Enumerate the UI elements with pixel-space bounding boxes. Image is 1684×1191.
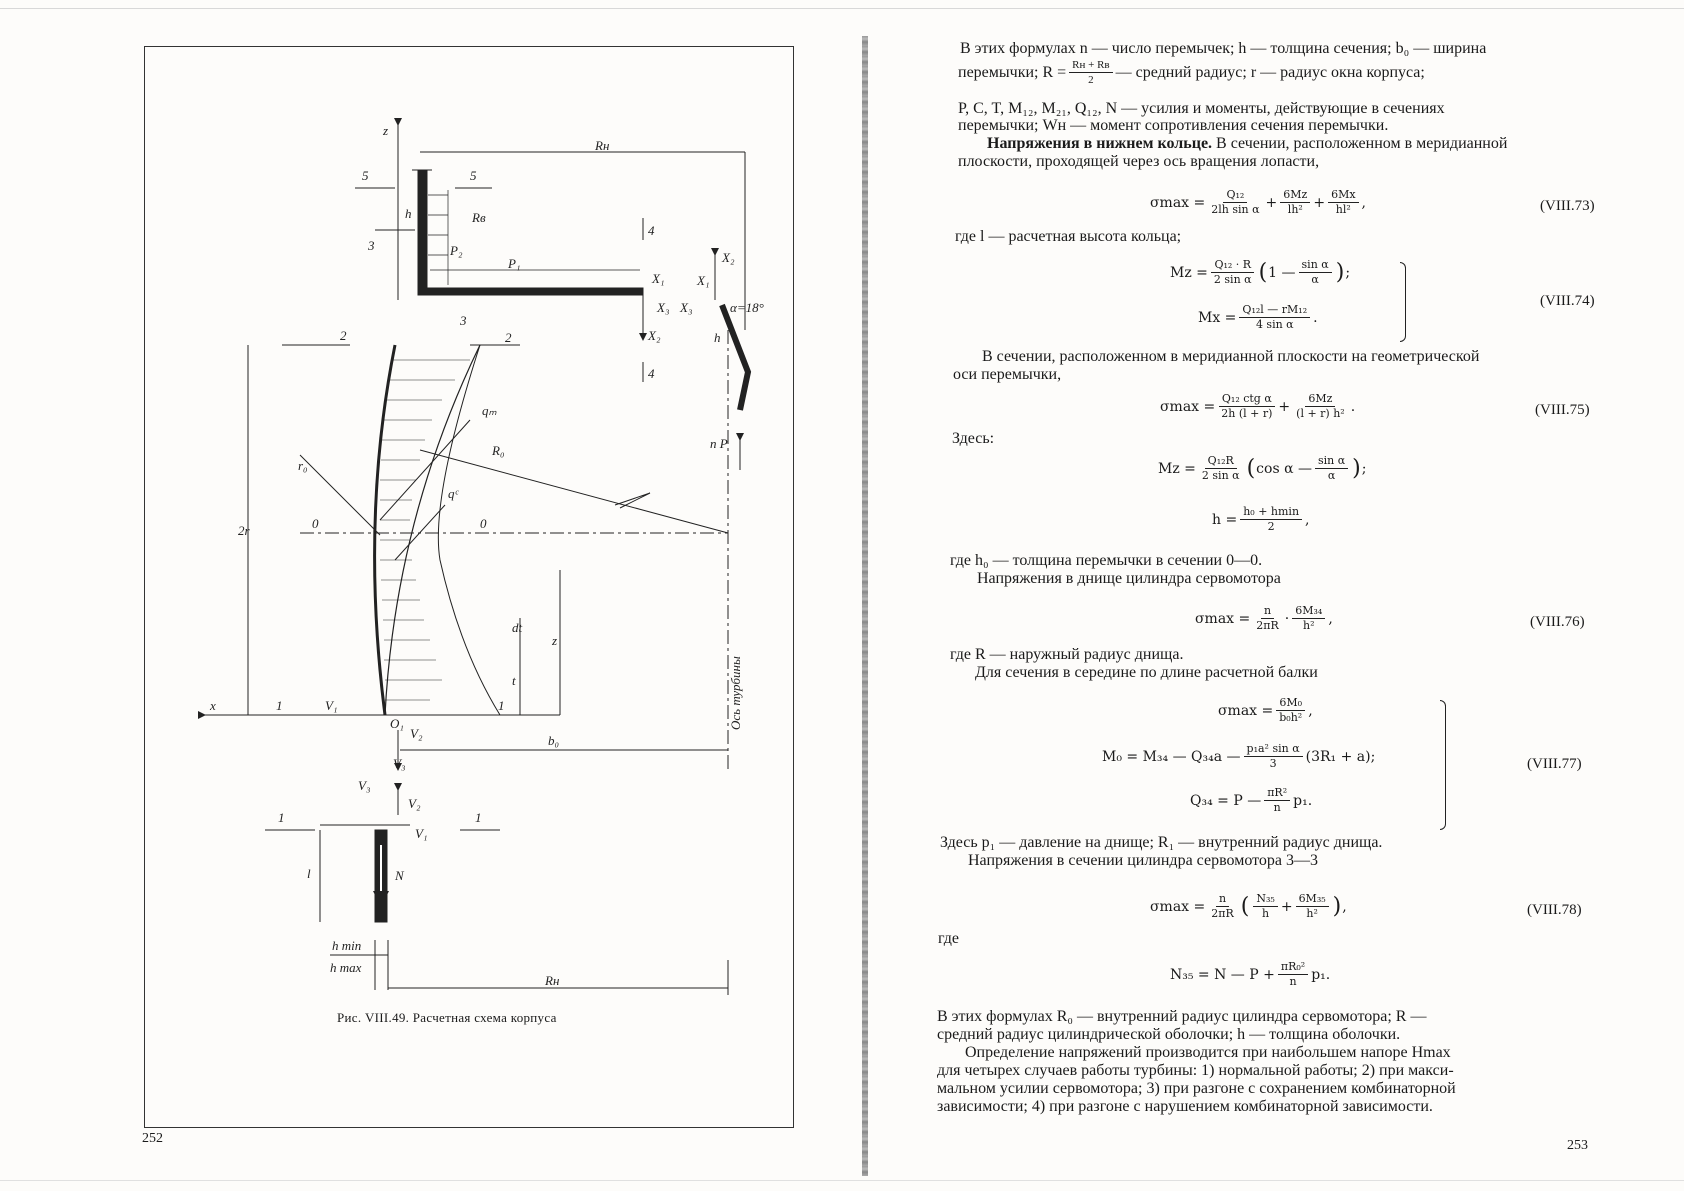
f74b-den: 4 sin α <box>1255 318 1294 331</box>
formula-viii-73: σmax = $\frac{\text{Q₁₂}}{\text{2lh sin α}}$ + $\frac{6Mz}{\text{lh²}}$ + $\frac{6Mx}{\text{hl²}}$ , <box>1150 188 1366 216</box>
text-line-14: Для сечения в середине по длине расчетной балки <box>975 664 1318 681</box>
label-section-1b: 1 <box>498 698 505 713</box>
text-line-10: Здесь: <box>952 430 995 447</box>
f77c-lhs: Q₃₄ = P — <box>1190 792 1262 809</box>
formula-viii-78: σmax = $\frac{n}{2\pi R}$ ( $\frac{\text{N₃₅}}{h}$ + $\frac{\text{6M₃₅}}{\text{h²}}$ ) , <box>1150 892 1347 920</box>
label-x-axis: x <box>210 698 216 713</box>
f73-num2: 6Mz <box>1280 188 1310 203</box>
f77b-den: 3 <box>1269 757 1277 770</box>
f74a-den2: α <box>1311 273 1319 286</box>
f78-num2: N₃₅ <box>1253 892 1277 907</box>
formula-viii-77a: σmax = $\frac{\text{6M₀}}{\text{b₀h²}}$ , <box>1218 696 1313 724</box>
label-v3a: V₃ <box>393 756 406 771</box>
label-section-0b: 0 <box>480 516 487 531</box>
text-line-6: плоскости, проходящей через ось вращения лопасти, <box>958 153 1320 170</box>
fh-num: h₀ + hmin <box>1240 505 1302 520</box>
text-line-22: мальном усилии сервомотора; 3) при разгоне с сохранением комбинаторной <box>937 1080 1456 1097</box>
fraction-r-num: Rн + Rв <box>1069 58 1112 73</box>
heading-lower-ring: Напряжения в нижнем кольце. <box>987 135 1213 152</box>
label-v2b: V₂ <box>408 796 421 811</box>
fz-num: Q₁₂R <box>1205 454 1237 469</box>
f75-den2: (l + r) h² <box>1296 407 1345 420</box>
f75-lhs: σmax = <box>1160 398 1216 415</box>
f78-den3: h² <box>1306 907 1318 920</box>
housing-design-diagram <box>0 0 860 1130</box>
label-x1a: X₁ <box>652 271 665 286</box>
text-line-7: где l — расчетная высота кольца; <box>955 228 1182 245</box>
label-z: z <box>383 123 389 138</box>
label-hmin: h min <box>332 938 362 953</box>
book-spine <box>862 36 868 1176</box>
page-number-right: 253 <box>1567 1138 1588 1153</box>
label-section-0a: 0 <box>312 516 319 531</box>
label-section-1c: 1 <box>278 810 285 825</box>
f73-den3: hl² <box>1335 203 1351 216</box>
f74a-num: Q₁₂ · R <box>1211 258 1254 273</box>
fraction-r-den: 2 <box>1088 74 1094 86</box>
text-line-8: В сечении, расположенном в меридианной плоскости на геометрической <box>982 348 1480 365</box>
bottom-border-line <box>0 1180 1684 1181</box>
f74a-inner: 1 — <box>1268 264 1296 281</box>
eq-number-78: (VIII.78) <box>1527 902 1582 918</box>
text-line-23: зависимости; 4) при разгоне с нарушением комбинаторной зависимости. <box>937 1098 1433 1115</box>
f77c-rest: p₁. <box>1293 792 1313 809</box>
fn-rest: p₁. <box>1311 966 1331 983</box>
fz-num2: sin α <box>1315 454 1348 469</box>
label-qc: qᶜ <box>448 486 458 501</box>
eq-number-77: (VIII.77) <box>1527 756 1582 772</box>
label-x1b: X₁ <box>697 273 710 288</box>
label-b0: b₀ <box>548 733 560 748</box>
formula-viii-74b: Mx = $\frac{\text{Q₁₂l — rM₁₂}}{\text{4 sin α}}$ . <box>1198 303 1318 331</box>
text-line-4: перемычки; Wн — момент сопротивления сечения перемычки. <box>958 117 1389 134</box>
label-qm: qₘ <box>482 403 497 418</box>
text-line-18: В этих формулах R₀ — внутренний радиус цилиндра сервомотора; R — <box>937 1008 1427 1025</box>
f77b-lhs: M₀ = M₃₄ — Q₃₄a — <box>1102 748 1241 765</box>
f74a-num2: sin α <box>1299 258 1332 273</box>
label-section-5b: 5 <box>470 168 477 183</box>
formula-viii-75: σmax = $\frac{\text{Q₁₂ ctg α}}{2h (l + r)}$ + $\frac{6Mz}{\text{(l + r) h²}}$ . <box>1160 392 1356 420</box>
fz-den2: α <box>1327 469 1336 482</box>
eq-number-76: (VIII.76) <box>1530 614 1585 630</box>
label-section-2b: 2 <box>505 330 512 345</box>
fz-lhs: Mz = <box>1158 460 1196 477</box>
text-line-2 <box>958 58 1425 87</box>
f73-den1: 2lh sin α <box>1211 203 1260 216</box>
label-r0: r₀ <box>298 458 308 473</box>
label-v2a: V₂ <box>410 726 423 741</box>
formula-mz: Mz = $\frac{\text{Q₁₂R}}{\text{2 sin α}}$ ( cos α — $\frac{\text{sin α}}{\alpha}$ ) ; <box>1158 454 1367 482</box>
text-line-2b: — средний радиус; r — радиус окна корпуса; <box>1115 63 1425 81</box>
fn-num: πR₀² <box>1278 960 1308 975</box>
f78-num3: 6M₃₅ <box>1296 892 1329 907</box>
text-line-2a: перемычки; R = <box>958 63 1067 81</box>
f74b-lhs: Mx = <box>1198 309 1237 326</box>
label-x3b: X₃ <box>680 300 693 315</box>
label-section-1a: 1 <box>276 698 283 713</box>
f76-den2: h² <box>1303 619 1315 632</box>
formula-viii-77b <box>1102 742 1375 771</box>
label-hmax: h max <box>330 960 362 975</box>
formula-viii-74a: Mz = $\frac{\text{Q₁₂ · R}}{\text{2 sin α}}$ ( 1 — $\frac{\text{sin α}}{\alpha}$ ) ; <box>1170 258 1351 286</box>
label-z-dim: z <box>552 633 558 648</box>
label-2r: 2r <box>238 523 250 538</box>
f77a-lhs: σmax = <box>1218 702 1274 719</box>
f78-lhs: σmax = <box>1150 898 1206 915</box>
fh-lhs: h = <box>1212 511 1238 528</box>
formula-viii-77c <box>1190 786 1312 815</box>
eq-number-73: (VIII.73) <box>1540 198 1595 214</box>
f73-lhs: σmax = <box>1150 194 1206 211</box>
f76-lhs: σmax = <box>1195 610 1251 627</box>
f76-num1: n <box>1261 604 1274 619</box>
eq-number-75: (VIII.75) <box>1535 402 1590 418</box>
text-line-20: Определение напряжений производится при наибольшем напоре Hmax <box>965 1044 1451 1061</box>
f73-num1: Q₁₂ <box>1223 188 1247 203</box>
label-t-dim: t <box>512 673 516 688</box>
label-dt: dt <box>512 620 523 635</box>
f75-num1: Q₁₂ ctg α <box>1219 392 1275 407</box>
label-h-right: h <box>714 330 721 345</box>
f73-num3: 6Mx <box>1328 188 1358 203</box>
label-l: l <box>307 866 311 881</box>
f76-den1: 2πR <box>1256 619 1279 632</box>
f78-num1: n <box>1216 892 1229 907</box>
f77c-num: πR² <box>1264 786 1290 801</box>
text-line-16: Напряжения в сечении цилиндра сервомотора 3—3 <box>968 852 1318 869</box>
text-line-17: где <box>938 930 960 947</box>
label-v1a: V₁ <box>325 698 338 713</box>
label-rh-top: Rн <box>595 138 610 153</box>
f78-den2: h <box>1262 907 1270 920</box>
formula-n35 <box>1170 960 1330 989</box>
label-section-1d: 1 <box>475 810 482 825</box>
page-number-left: 252 <box>142 1131 163 1146</box>
label-angle: α=18° <box>730 300 764 315</box>
fn-lhs: N₃₅ = N — P + <box>1170 966 1275 983</box>
text-line-15: Здесь p₁ — давление на днище; R₁ — внутренний радиус днища. <box>940 834 1383 851</box>
label-np: n P <box>710 436 728 451</box>
label-ro-upper: R₀ <box>492 443 505 458</box>
f75-den1: 2h (l + r) <box>1221 407 1273 420</box>
formula-viii-76: σmax = $\frac{n}{2\pi R}$ · $\frac{\text{6M₃₄}}{\text{h²}}$ , <box>1195 604 1333 632</box>
f75-num2: 6Mz <box>1305 392 1335 407</box>
fz-den: 2 sin α <box>1201 469 1240 482</box>
label-section-4a: 4 <box>648 223 655 238</box>
f77a-num: 6M₀ <box>1276 696 1305 711</box>
text-line-1: В этих формулах n — число перемычек; h — толщина сечения; b₀ — ширина <box>960 40 1487 57</box>
f73-den2: lh² <box>1287 203 1303 216</box>
f74a-den: 2 sin α <box>1213 273 1252 286</box>
text-line-13: где R — наружный радиус днища. <box>950 646 1184 663</box>
label-rb: Rв <box>472 210 486 225</box>
label-p2: P₂ <box>450 243 463 258</box>
f76-num2: 6M₃₄ <box>1292 604 1325 619</box>
f74a-lhs: Mz = <box>1170 264 1208 281</box>
label-section-4b: 4 <box>648 366 655 381</box>
f77c-den: n <box>1273 801 1281 814</box>
text-line-5-rest: В сечении, расположенном в меридианной <box>1212 135 1508 152</box>
label-x2a: X₂ <box>722 250 735 265</box>
brace-77 <box>1440 700 1446 830</box>
label-o1: O₁ <box>390 716 404 731</box>
f78-den1: 2πR <box>1211 907 1234 920</box>
f77b-num: p₁a² sin α <box>1244 742 1303 757</box>
label-turbine-axis: Ось турбины <box>728 656 743 730</box>
text-line-19: средний радиус цилиндрической оболочки; h — толщина оболочки. <box>937 1026 1401 1043</box>
figure-caption: Рис. VIII.49. Расчетная схема корпуса <box>337 1010 557 1025</box>
fz-inner: cos α — <box>1256 460 1312 477</box>
text-line-12: Напряжения в днище цилиндра сервомотора <box>977 570 1281 587</box>
label-v1b: V₁ <box>415 826 428 841</box>
label-section-5a: 5 <box>362 168 369 183</box>
label-section-2a: 2 <box>340 328 347 343</box>
label-n: N <box>395 868 404 883</box>
label-h-top: h <box>405 206 412 221</box>
text-line-5 <box>987 135 1507 153</box>
fn-den: n <box>1289 975 1297 988</box>
label-rh-bottom: Rн <box>545 973 560 988</box>
fh-den: 2 <box>1267 520 1275 533</box>
formula-h: h = $\frac{\text{h₀ + hmin}}{2}$ , <box>1212 505 1310 533</box>
fraction-r <box>1069 58 1112 87</box>
label-v3b: V₃ <box>358 778 371 793</box>
f74b-num: Q₁₂l — rM₁₂ <box>1239 303 1310 318</box>
label-x3a: X₃ <box>657 300 670 315</box>
label-p1: P₁ <box>508 256 521 271</box>
eq-number-74: (VIII.74) <box>1540 293 1595 309</box>
f77b-rest: (3R₁ + a); <box>1305 748 1376 765</box>
text-line-9: оси перемычки, <box>953 366 1062 383</box>
brace-74 <box>1400 262 1406 342</box>
text-line-21: для четырех случаев работы турбины: 1) нормальной работы; 2) при макси- <box>937 1062 1454 1079</box>
label-section-3a: 3 <box>368 238 375 253</box>
text-line-3: P, C, T, M₁₂, M₂₁, Q₁₂, N — усилия и моменты, действующие в сечениях <box>958 100 1445 117</box>
label-x2b: X₂ <box>648 328 661 343</box>
text-line-11: где h₀ — толщина перемычки в сечении 0—0. <box>950 552 1263 569</box>
label-section-3b: 3 <box>460 313 467 328</box>
f77a-den: b₀h² <box>1279 711 1303 724</box>
